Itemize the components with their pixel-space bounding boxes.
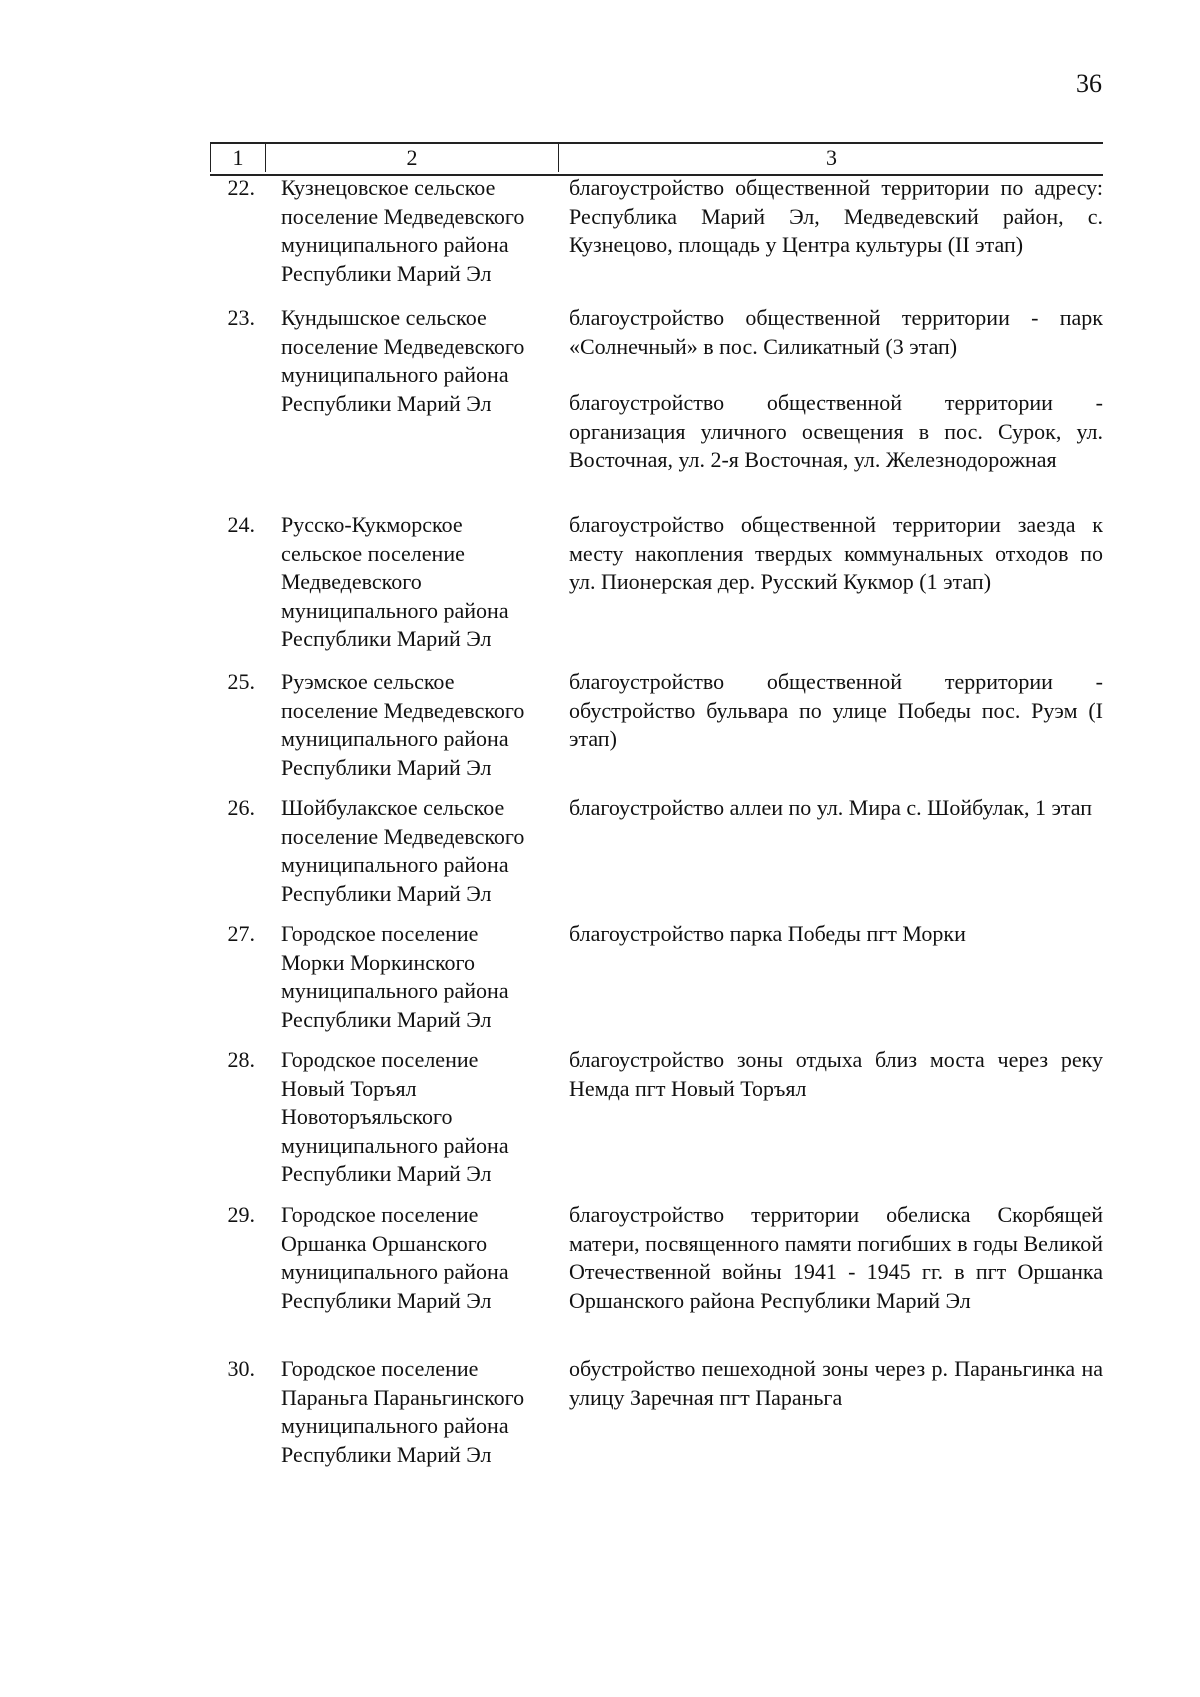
- settlement-name: [281, 1201, 551, 1315]
- project-description: [569, 304, 1103, 475]
- settlement-name-line: Морки Моркинского: [281, 949, 476, 975]
- settlement-name-line: поселение Медведевского: [281, 203, 525, 229]
- project-description: [569, 1355, 1103, 1412]
- settlement-name-line: Республики Марий Эл: [281, 390, 492, 416]
- settlement-name-line: Русско-Кукморское: [281, 512, 463, 537]
- header-col-1: 1: [210, 144, 265, 172]
- row-number: 23.: [227, 305, 255, 330]
- settlement-name-line: муниципального района: [281, 1132, 509, 1158]
- settlement-name-line: Республики Марий Эл: [281, 754, 492, 780]
- header-col-2: 2: [265, 144, 558, 172]
- project-description: [569, 1201, 1103, 1315]
- settlement-name-line: Республики Марий Эл: [281, 1161, 492, 1186]
- settlement-name-line: Городское поселение: [281, 1356, 479, 1381]
- settlement-name-line: Республики Марий Эл: [281, 1441, 492, 1467]
- settlement-name-line: Параньга Параньгинского: [281, 1384, 525, 1410]
- project-description: [569, 511, 1103, 597]
- settlement-name-line: муниципального района: [281, 852, 509, 877]
- settlement-name-line: Городское поселение: [281, 921, 479, 946]
- settlement-name-line: Республики Марий Эл: [281, 260, 492, 286]
- settlement-name: [281, 920, 551, 1034]
- settlement-name-line: муниципального района: [281, 1413, 509, 1438]
- row-number: 28.: [227, 1047, 255, 1072]
- project-description-text: обустройство пешеходной зоны через р. Параньгинка на улицу Заречная пгт Параньга: [569, 1356, 1103, 1410]
- project-description-text: благоустройство общественной территории - организация уличного освещения в пос. Сурок, ул. Восточная, ул. 2-я Восточная, ул. Железнодорожная: [569, 390, 1103, 472]
- project-description-text: благоустройство общественной территории заезда к месту накопления твердых коммунальных отходов по ул. Пионерская дер. Русский Кукмор (1 этап): [569, 512, 1103, 594]
- settlement-name-line: Городское поселение: [281, 1047, 479, 1072]
- settlement-name-line: Руэмское сельское: [281, 669, 455, 694]
- row-number: 27.: [227, 921, 255, 946]
- settlement-name-line: Республики Марий Эл: [281, 1006, 492, 1032]
- settlement-name-line: муниципального района: [281, 1259, 509, 1284]
- project-description: [569, 174, 1103, 260]
- row-number: 26.: [227, 795, 255, 820]
- settlement-name-line: Городское поселение: [281, 1202, 479, 1227]
- settlement-name-line: Новый Торъял: [281, 1075, 417, 1101]
- settlement-name: [281, 1046, 551, 1189]
- settlement-name-line: муниципального района: [281, 726, 509, 751]
- project-description-text: благоустройство территории обелиска Скорбящей матери, посвященного памяти погибших в годы Великой Отечественной войны 1941 - 1945 гг. в пгт Оршанка Оршанского района Республики Марий Эл: [569, 1202, 1103, 1313]
- settlement-name-line: муниципального района: [281, 597, 509, 623]
- settlement-name-line: муниципального района: [281, 362, 509, 387]
- project-description-text: благоустройство парка Победы пгт Морки: [569, 921, 966, 946]
- project-description: [569, 920, 1103, 949]
- settlement-name: [281, 511, 551, 654]
- row-number: 25.: [227, 669, 255, 694]
- settlement-name: [281, 174, 551, 288]
- row-number: 24.: [227, 512, 255, 537]
- settlement-name: [281, 668, 551, 782]
- settlement-name-line: Республики Марий Эл: [281, 626, 492, 651]
- row-number: 22.: [227, 175, 255, 200]
- project-description: [569, 794, 1103, 823]
- settlement-name: [281, 304, 551, 418]
- settlement-name-line: поселение Медведевского: [281, 697, 525, 723]
- page-number: 36: [1076, 69, 1102, 98]
- settlement-name-line: муниципального района: [281, 232, 509, 257]
- header-col-3: 3: [558, 144, 1104, 172]
- project-description-text: благоустройство общественной территории - парк «Солнечный» в пос. Силикатный (3 этап): [569, 305, 1103, 359]
- settlement-name-line: поселение Медведевского: [281, 823, 525, 849]
- row-number: 30.: [227, 1356, 255, 1381]
- settlement-name: [281, 1355, 551, 1469]
- project-description-text: благоустройство общественной территории по адресу: Республика Марий Эл, Медведевский район, с. Кузнецово, площадь у Центра культуры (II этап): [569, 175, 1103, 257]
- settlement-name-line: муниципального района: [281, 978, 509, 1003]
- table-header: [210, 142, 1103, 176]
- settlement-name-line: поселение Медведевского: [281, 333, 525, 359]
- settlement-name-line: Республики Марий Эл: [281, 1287, 492, 1313]
- settlement-name-line: Шойбулакское сельское: [281, 795, 505, 820]
- municipal-projects-table: [210, 142, 1103, 1467]
- project-description-text: благоустройство общественной территории - обустройство бульвара по улице Победы пос. Руэм (I этап): [569, 669, 1103, 751]
- project-description: [569, 1046, 1103, 1103]
- settlement-name-line: Новоторъяльского: [281, 1104, 453, 1129]
- row-number: 29.: [227, 1202, 255, 1227]
- project-description: [569, 668, 1103, 754]
- settlement-name-line: Кузнецовское сельское: [281, 175, 496, 200]
- project-description-text: благоустройство зоны отдыха близ моста через реку Немда пгт Новый Торъял: [569, 1047, 1103, 1101]
- settlement-name: [281, 794, 551, 908]
- settlement-name-line: сельское поселение: [281, 540, 465, 566]
- settlement-name-line: Оршанка Оршанского: [281, 1230, 488, 1256]
- settlement-name-line: Медведевского: [281, 569, 422, 594]
- project-description-text: благоустройство аллеи по ул. Мира с. Шойбулак, 1 этап: [569, 795, 1093, 820]
- settlement-name-line: Кундышское сельское: [281, 305, 487, 330]
- settlement-name-line: Республики Марий Эл: [281, 880, 492, 906]
